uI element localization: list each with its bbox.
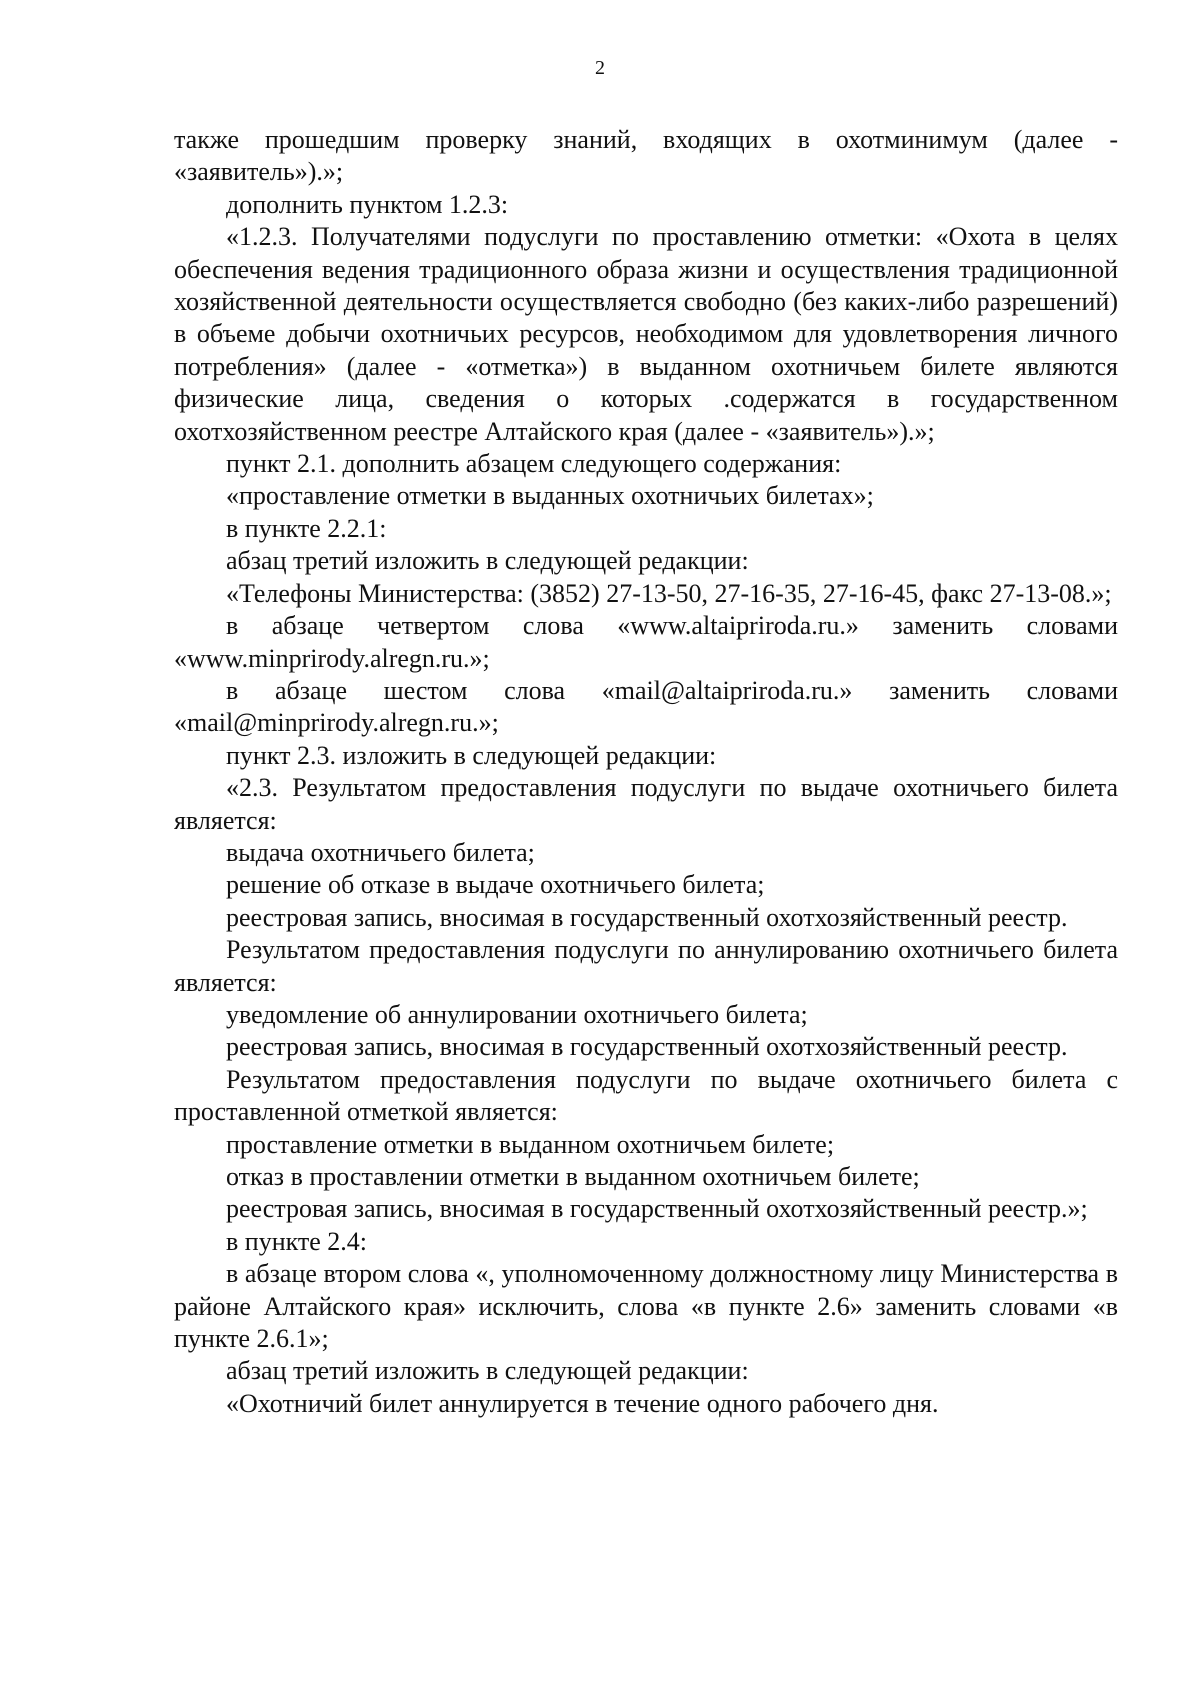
page-number: 2 — [595, 57, 605, 79]
paragraph: реестровая запись, вносимая в государственный охотхозяйственный реестр. — [226, 1032, 1068, 1062]
paragraph: в пункте 2.4: — [226, 1226, 368, 1256]
paragraph: «Охотничий билет аннулируется в течение одного рабочего дня. — [226, 1388, 939, 1418]
paragraph: отказ в проставлении отметки в выданном охотничьем билете; — [226, 1162, 920, 1191]
paragraph: решение об отказе в выдаче охотничьего билета; — [226, 870, 765, 900]
document-body — [174, 124, 1118, 1420]
paragraph: реестровая запись, вносимая в государственный охотхозяйственный реестр.»; — [226, 1194, 1088, 1224]
paragraph: пункт 2.1. дополнить абзацем следующего содержания: — [226, 449, 842, 479]
paragraph: выдача охотничьего билета; — [226, 837, 535, 867]
paragraph: Результатом предоставления подуслуги по выдаче охотничьего билета с проставленной отметкой является: — [174, 1064, 1118, 1127]
paragraph: уведомление об аннулировании охотничьего билета; — [226, 999, 808, 1029]
paragraph: в абзаце шестом слова «mail@altaipriroda.ru.» заменить словами «mail@minprirody.alregn.ru.»; — [174, 675, 1118, 738]
paragraph: абзац третий изложить в следующей редакции: — [226, 1356, 749, 1386]
paragraph: в абзаце четвертом слова «www.altaipriroda.ru.» заменить словами «www.minprirody.alregn.ru.»; — [174, 611, 1118, 673]
paragraph: пункт 2.3. изложить в следующей редакции: — [226, 740, 717, 770]
paragraph: реестровая запись, вносимая в государственный охотхозяйственный реестр. — [226, 902, 1068, 932]
paragraph: в абзаце втором слова «, уполномоченному должностному лицу Министерства в районе Алтайского края» исключить, слова «в пункте 2.6» заменить словами «в пункте 2.6.1»; — [174, 1259, 1118, 1354]
paragraph: дополнить пунктом 1.2.3: — [226, 189, 509, 219]
paragraph: в пункте 2.2.1: — [226, 513, 387, 543]
paragraph: Результатом предоставления подуслуги по аннулированию охотничьего билета является: — [174, 935, 1118, 997]
paragraph: проставление отметки в выданном охотничьем билете; — [226, 1129, 835, 1159]
paragraph: «проставление отметки в выданных охотничьих билетах»; — [226, 481, 874, 511]
paragraph: «1.2.3. Получателями подуслуги по проставлению отметки: «Охота в целях обеспечения ведения традиционного образа жизни и осуществления традиционной хозяйственной деятельности осуществляется свободно (без каких-либо разрешений) в объеме добычи охотничьих ресурсов, необходимом для удовлетворения личного потребления» (далее - «отметка») в выданном охотничьем билете являются физические лица, сведения о которых .содержатся в государственном охотхозяйственном реестре Алтайского края (далее - «заявитель»).»; — [174, 222, 1118, 446]
paragraph: абзац третий изложить в следующей редакции: — [226, 546, 749, 576]
paragraph: «Телефоны Министерства: (3852) 27-13-50, 27-16-35, 27-16-45, факс 27-13-08.»; — [226, 578, 1112, 608]
paragraph: также прошедшим проверку знаний, входящих в охотминимум (далее - «заявитель»).»; — [174, 125, 1118, 187]
paragraph: «2.3. Результатом предоставления подуслуги по выдаче охотничьего билета является: — [174, 773, 1118, 835]
